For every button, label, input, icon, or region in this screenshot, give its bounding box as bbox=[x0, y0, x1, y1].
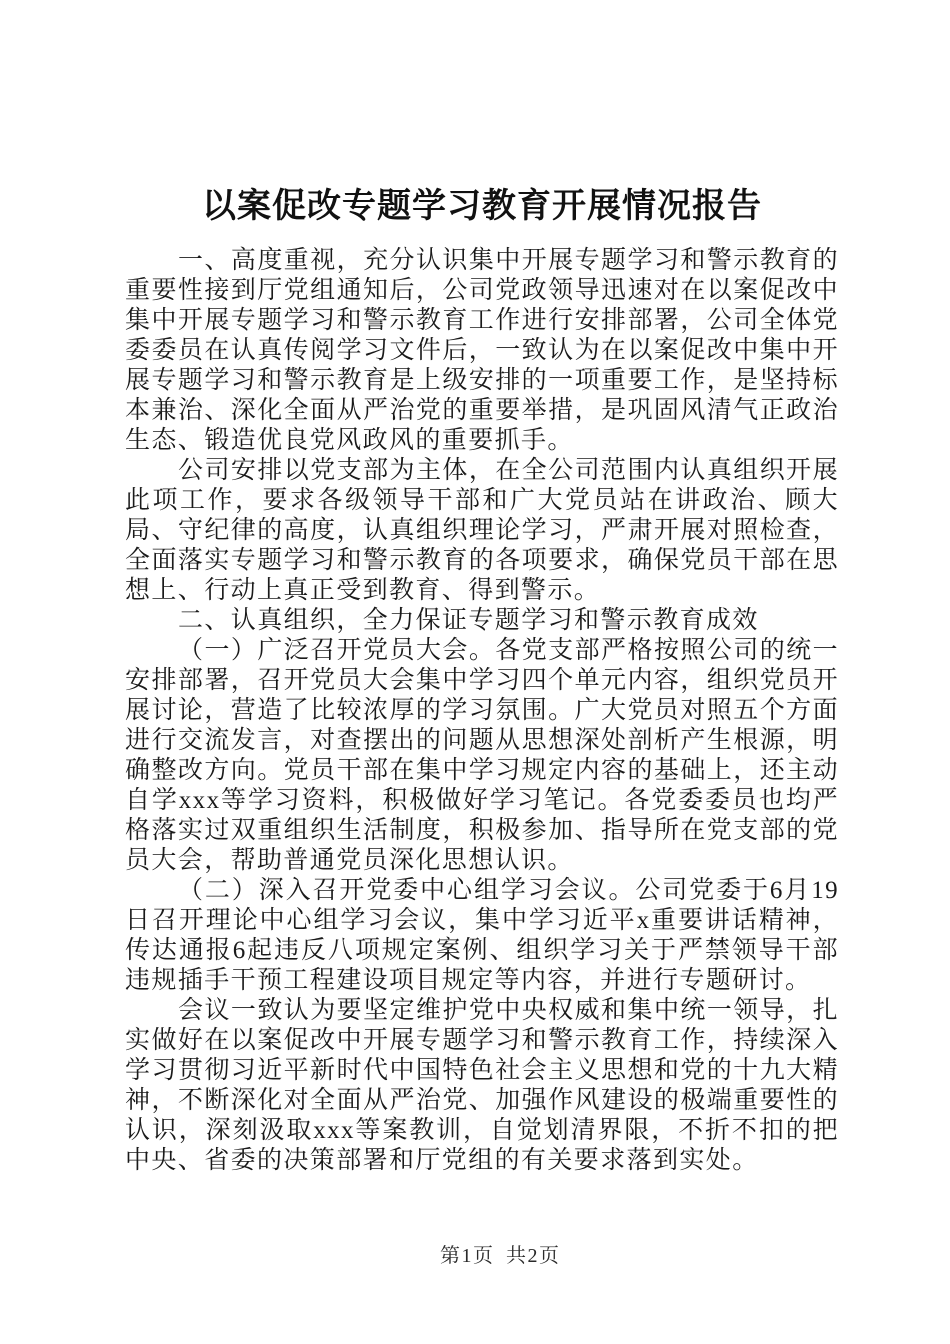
paragraph-5: 会议一致认为要坚定维护党中央权威和集中统一领导，扎实做好在以案促改中开展专题学习和警示教育工作，持续深入学习贯彻习近平新时代中国特色社会主义思想和党的十九大精神，不断深化对全面从严治党、加强作风建设的极端重要性的认识，深刻汲取xxx等案教训，自觉划清界限，不折不扣的把中央、省委的决策部署和厅党组的有关要求落到实处。 bbox=[125, 997, 839, 1174]
document-title: 以案促改专题学习教育开展情况报告 bbox=[202, 188, 762, 225]
paragraph-4: （二）深入召开党委中心组学习会议。公司党委于6月19日召开理论中心组学习会议，集中学习近平x重要讲话精神，传达通报6起违反八项规定案例、组织学习关于严禁领导干部违规插手干预工程建设项目规定等内容，并进行专题研讨。 bbox=[125, 877, 839, 994]
paragraph-3: （一）广泛召开党员大会。各党支部严格按照公司的统一安排部署，召开党员大会集中学习四个单元内容，组织党员开展讨论，营造了比较浓厚的学习氛围。广大党员对照五个方面进行交流发言，对查摆出的问题从思想深处剖析产生根源，明确整改方向。党员干部在集中学习规定内容的基础上，还主动自学xxx等学习资料，积极做好学习笔记。各党委委员也均严格落实过双重组织生活制度，积极参加、指导所在党支部的党员大会，帮助普通党员深化思想认识。 bbox=[125, 637, 839, 874]
paragraph-1: 一、高度重视，充分认识集中开展专题学习和警示教育的重要性接到厅党组通知后，公司党政领导迅速对在以案促改中集中开展专题学习和警示教育工作进行安排部署，公司全体党委委员在认真传阅学习文件后，一致认为在以案促改中集中开展专题学习和警示教育是上级安排的一项重要工作，是坚持标本兼治、深化全面从严治党的重要举措，是巩固风清气正政治生态、锻造优良党风政风的重要抓手。 bbox=[125, 247, 839, 454]
section-heading-2: 二、认真组织，全力保证专题学习和警示教育成效 bbox=[178, 607, 759, 634]
document-content bbox=[125, 0, 839, 1176]
document-body bbox=[125, 246, 839, 1176]
page-number-label: 第1页 共2页 bbox=[440, 1245, 561, 1267]
paragraph-2: 公司安排以党支部为主体，在全公司范围内认真组织开展此项工作，要求各级领导干部和广大党员站在讲政治、顾大局、守纪律的高度，认真组织理论学习，严肃开展对照检查，全面落实专题学习和警示教育的各项要求，确保党员干部在思想上、行动上真正受到教育、得到警示。 bbox=[125, 457, 839, 604]
page-footer bbox=[440, 1239, 561, 1268]
